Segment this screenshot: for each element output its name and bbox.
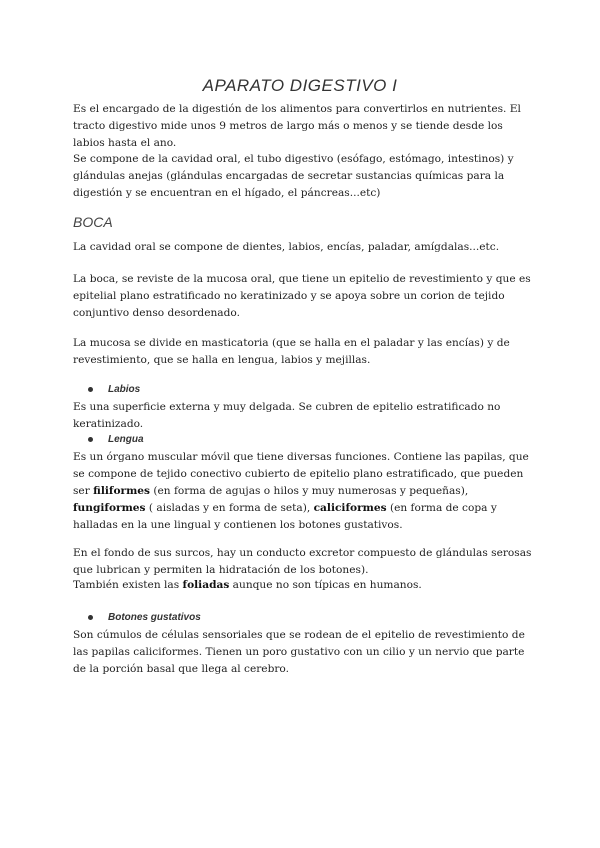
labios-paragraph: Es una superficie externa y muy delgada. Se cubren de epitelio estratificado no keratinizado.	[73, 401, 501, 430]
bullet-label-lengua: Lengua	[108, 434, 144, 445]
page-title: APARATO DIGESTIVO I	[202, 76, 398, 95]
lengua-text: (en forma de agujas o hilos y muy numerosas y pequeñas),	[150, 485, 469, 497]
bullet-label-labios: Labios	[108, 384, 141, 395]
bullet-labios	[88, 381, 140, 398]
bullet-dot-icon	[88, 615, 93, 620]
lengua-text: Es un órgano muscular móvil que tiene diversas funciones. Contiene las papilas, que se compone de tejido conectivo cubierto de epitelio plano estratificado, que pueden ser	[73, 451, 529, 497]
lengua-text: (en forma de copa y halladas en la une lingual y contienen los botones gustativos.	[73, 502, 497, 531]
botones-paragraph: Son cúmulos de células sensoriales que se rodean de el epitelio de revestimiento de las papilas caliciformes. Tienen un poro gustativo con un cilio y un nervio que parte de la porción basal que llega al cerebro.	[73, 629, 525, 675]
bullet-lengua	[88, 431, 144, 448]
bullet-dot-icon	[88, 437, 93, 442]
lengua-paragraph-2: En el fondo de sus surcos, hay un conducto excretor compuesto de glándulas serosas que lubrican y permiten la hidratación de los botones).	[73, 547, 532, 576]
term-caliciformes: caliciformes	[313, 502, 387, 514]
term-filiformes: filiformes	[93, 485, 151, 497]
section-heading-boca: BOCA	[73, 214, 113, 230]
lengua-paragraph-1	[73, 449, 533, 534]
term-foliadas: foliadas	[182, 579, 230, 591]
intro-paragraph-1: Es el encargado de la digestión de los alimentos para convertirlos en nutrientes. El tracto digestivo mide unos 9 metros de largo más o menos y se tiende desde los labios hasta el ano.	[73, 103, 521, 149]
boca-paragraph-2: La boca, se reviste de la mucosa oral, que tiene un epitelio de revestimiento y que es epitelial plano estratificado no keratinizado y se apoya sobre un corion de tejido conjuntivo denso desordenado.	[73, 273, 531, 319]
boca-paragraph-3: La mucosa se divide en masticatoria (que se halla en el paladar y las encías) y de revestimiento, que se halla en lengua, labios y mejillas.	[73, 337, 510, 366]
lengua-text: ( aisladas y en forma de seta),	[145, 502, 314, 514]
intro-paragraph-2: Se compone de la cavidad oral, el tubo digestivo (esófago, estómago, intestinos) y glándulas anejas (glándulas encargadas de secretar sustancias químicas para la digestión y se encuentran en el hígado, el páncreas...etc)	[73, 153, 514, 199]
term-fungiformes: fungiformes	[73, 502, 146, 514]
lengua-text: También existen las	[73, 579, 183, 591]
lengua-paragraph-3	[73, 577, 533, 594]
boca-paragraph-1: La cavidad oral se compone de dientes, labios, encías, paladar, amígdalas...etc.	[73, 241, 500, 253]
bullet-botones-gustativos	[88, 609, 201, 626]
bullet-dot-icon	[88, 387, 93, 392]
bullet-label-botones: Botones gustativos	[108, 612, 201, 623]
lengua-text: aunque no son típicas en humanos.	[229, 579, 422, 591]
